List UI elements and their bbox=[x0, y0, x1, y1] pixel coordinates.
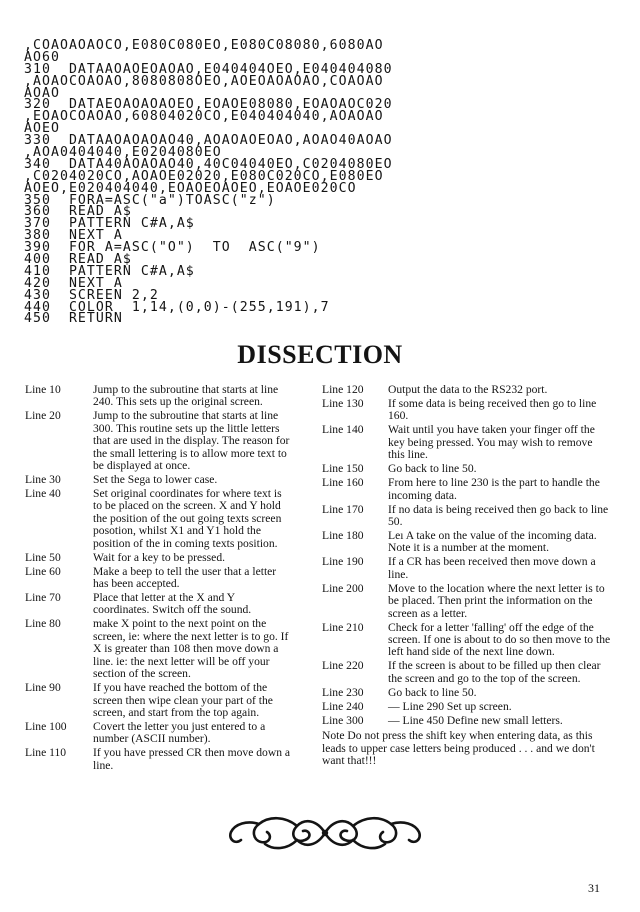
line-number-label: Line 150 bbox=[322, 462, 364, 476]
dissection-entry bbox=[322, 701, 612, 713]
dissection-entry bbox=[322, 530, 612, 555]
dissection-entry bbox=[322, 715, 612, 727]
dissection-entry bbox=[322, 463, 612, 475]
line-description: If a CR has been received then move down a line. bbox=[388, 555, 596, 581]
dissection-right-column bbox=[322, 384, 612, 768]
line-description: Leı A take on the value of the incoming data. Note it is a number at the moment. bbox=[388, 529, 597, 555]
line-number-label: Line 180 bbox=[322, 529, 364, 543]
page-heading: DISSECTION bbox=[237, 340, 403, 369]
line-number-label: Line 160 bbox=[322, 476, 364, 490]
line-description: Place that letter at the X and Y coordinates. Switch off the sound. bbox=[93, 591, 252, 617]
line-description: Move to the location where the next letter is to be placed. Then print the information on the screen as a letter. bbox=[388, 581, 605, 620]
code-line: ,COAOAOAOCO,E080C080EO,E080C08080,6080AO bbox=[24, 38, 384, 53]
dissection-entry bbox=[322, 504, 612, 529]
line-number-label: Line 240 bbox=[322, 699, 364, 713]
dissection-entry bbox=[322, 398, 612, 423]
line-description: Set original coordinates for where text is to be placed on the screen. X and Y hold the position of the out going texts screen posotion, whilst X1 and Y1 hold the position of the in coming texts position. bbox=[93, 487, 282, 550]
line-description: If you have reached the bottom of the screen then wipe clean your part of the screen, and start from the top again. bbox=[93, 681, 273, 719]
line-description: Wait until you have taken your finger off the key being pressed. You may wish to remove this line. bbox=[388, 423, 595, 462]
code-line: 450 RETURN bbox=[24, 311, 123, 327]
code-line: 420 NEXT A bbox=[24, 275, 123, 291]
line-number-label: Line 140 bbox=[322, 423, 364, 437]
code-line: 390 FOR A=ASC("O") TO ASC("9") bbox=[24, 240, 321, 256]
dissection-entry bbox=[25, 552, 293, 564]
dissection-entry bbox=[322, 477, 612, 502]
line-description: Output the data to the RS232 port. bbox=[388, 383, 548, 396]
line-number-label: Line 20 bbox=[25, 409, 61, 423]
dissection-entry bbox=[25, 682, 293, 719]
line-number-label: Line 230 bbox=[322, 685, 364, 699]
code-line: 440 COLOR 1,14,(0,0)-(255,191),7 bbox=[24, 299, 330, 315]
line-description: Jump to the subroutine that starts at line 240. This sets up the original screen. bbox=[93, 383, 279, 409]
code-line: AO60 bbox=[24, 49, 60, 65]
line-description: If some data is being received then go to line 160. bbox=[388, 397, 597, 423]
code-line: AOEO,E020404040,EOAOEOAOEO,EOAOE020CO bbox=[24, 180, 357, 196]
line-description: From here to line 230 is the part to handle the incoming data. bbox=[388, 476, 600, 502]
line-number-label: Line 50 bbox=[25, 550, 61, 564]
code-line: 350 FORA=ASC("a")TOASC("z") bbox=[24, 192, 276, 208]
line-number-label: Line 120 bbox=[322, 383, 364, 396]
dissection-left-column bbox=[25, 384, 293, 774]
line-number-label: Line 10 bbox=[25, 383, 61, 396]
line-description: Jump to the subroutine that starts at line 300. This routine sets up the little letters that are used in the display. The reason for the small lettering is to allow more text to be displayed at once. bbox=[93, 409, 290, 473]
line-number-label: Line 300 bbox=[322, 713, 364, 727]
page-number: 31 bbox=[588, 881, 600, 895]
dissection-entry bbox=[25, 592, 293, 617]
code-line: AOAO bbox=[24, 85, 60, 101]
dissection-entry bbox=[25, 618, 293, 680]
line-description: Go back to line 50. bbox=[388, 685, 477, 699]
dissection-entry bbox=[322, 660, 612, 685]
line-number-label: Line 40 bbox=[25, 487, 61, 501]
code-line: AOEO bbox=[24, 121, 60, 137]
line-number-label: Line 90 bbox=[25, 681, 61, 695]
basic-program-listing bbox=[24, 40, 620, 325]
dissection-entry bbox=[322, 583, 612, 620]
line-number-label: Line 100 bbox=[25, 719, 67, 733]
line-number-label: Line 130 bbox=[322, 397, 364, 410]
code-line: 380 NEXT A bbox=[24, 228, 123, 244]
line-description: If you have pressed CR then move down a line. bbox=[93, 746, 291, 772]
note-text: Note Do not press the shift key when entering data, as this leads to upper case letters being produced . . . and we don't want that!!! bbox=[322, 729, 595, 768]
line-description: Covert the letter you just entered to a number (ASCII number). bbox=[93, 719, 266, 746]
code-line: ,EOAOCOAOAO,60804020CO,E040404040,AOAOAO bbox=[24, 109, 384, 125]
dissection-entry bbox=[25, 410, 293, 472]
code-line: ,C0204020CO,AOAOE02020,E080C020CO,E080EO bbox=[24, 168, 384, 184]
line-description: — Line 290 Set up screen. bbox=[388, 699, 512, 713]
dissection-entry bbox=[322, 687, 612, 699]
line-description: Wait for a key to be pressed. bbox=[93, 550, 226, 564]
dissection-entry bbox=[25, 488, 293, 550]
code-line: 410 PATTERN C#A,A$ bbox=[24, 263, 195, 279]
code-line: 400 READ A$ bbox=[24, 252, 132, 268]
line-description: If no data is being received then go back to line 50. bbox=[388, 502, 609, 529]
line-number-label: Line 110 bbox=[25, 746, 67, 760]
line-description: Check for a letter 'falling' off the edge of the screen. If one is about to do so then move to the left hand side of the next line down. bbox=[388, 620, 611, 659]
dissection-entry bbox=[25, 384, 293, 409]
line-number-label: Line 220 bbox=[322, 659, 364, 673]
dissection-entry bbox=[25, 721, 293, 746]
line-number-label: Line 190 bbox=[322, 555, 364, 569]
line-description: — Line 450 Define new small letters. bbox=[388, 713, 563, 727]
code-line: 330 DATAAOAOAOAO40,AOAOAOEOAO,AOAO40AOAO bbox=[24, 133, 393, 149]
line-number-label: Line 80 bbox=[25, 617, 61, 631]
code-line: 360 READ A$ bbox=[24, 204, 132, 220]
scroll-flourish-icon bbox=[225, 812, 425, 854]
code-line: ,AOA0404040,E0204080EO bbox=[24, 145, 222, 161]
line-number-label: Line 170 bbox=[322, 502, 364, 516]
line-description: Go back to line 50. bbox=[388, 462, 477, 476]
code-line: 310 DATAAOAOEOAOAO,E040404OEO,E040404080 bbox=[24, 61, 393, 77]
dissection-entry bbox=[322, 424, 612, 461]
dissection-entry bbox=[322, 622, 612, 659]
code-line: 320 DATAEOAOAOAOEO,EOAOE08080,EOAOAOC020 bbox=[24, 97, 393, 113]
code-line: 370 PATTERN C#A,A$ bbox=[24, 216, 195, 232]
line-number-label: Line 30 bbox=[25, 473, 61, 487]
line-description: Set the Sega to lower case. bbox=[93, 473, 218, 487]
dissection-entry bbox=[25, 474, 293, 486]
code-line: 340 DATA40AOAOAO40,40C04040EO,C0204080EO bbox=[24, 156, 393, 172]
dissection-entry bbox=[322, 556, 612, 581]
dissection-entry bbox=[322, 384, 612, 396]
dissection-entry bbox=[25, 747, 293, 772]
code-line: 430 SCREEN 2,2 bbox=[24, 287, 159, 303]
code-line: ,AOAOCOAOAO,8080808OEO,AOEOAOAOAO,COAOAO bbox=[24, 73, 384, 89]
line-number-label: Line 210 bbox=[322, 620, 364, 634]
line-description: make X point to the next point on the screen, ie: where the next letter is to go. If X is greater than 108 then move down a line. ie: the next letter will be off your section of the screen. bbox=[93, 617, 289, 681]
dissection-entry bbox=[25, 566, 293, 591]
line-number-label: Line 200 bbox=[322, 581, 364, 595]
line-description: Make a beep to tell the user that a letter has been accepted. bbox=[93, 564, 277, 591]
line-number-label: Line 70 bbox=[25, 591, 61, 605]
line-description: If the screen is about to be filled up then clear the screen and go to the top of the screen. bbox=[388, 659, 601, 685]
line-number-label: Line 60 bbox=[25, 564, 61, 578]
